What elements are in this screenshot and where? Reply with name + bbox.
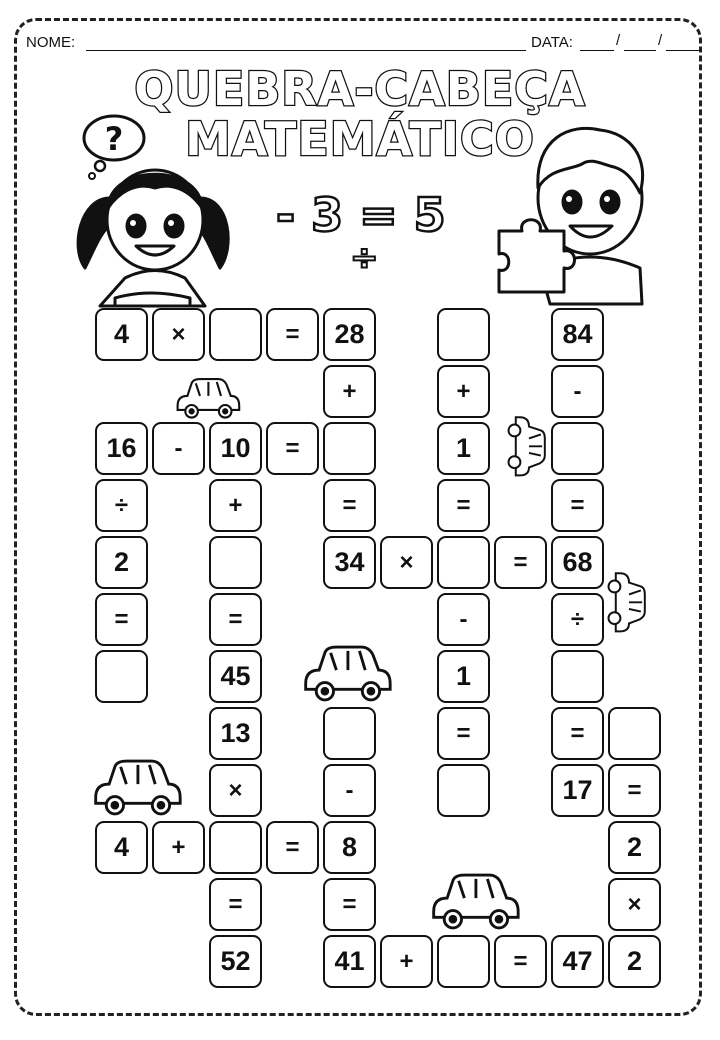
decor-divide: ÷ xyxy=(350,238,379,278)
operator-cell: = xyxy=(266,821,319,874)
number-cell: 45 xyxy=(209,650,262,703)
answer-cell[interactable] xyxy=(437,308,490,361)
operator-cell: = xyxy=(608,764,661,817)
date-label: DATA: xyxy=(531,34,573,51)
number-cell: 1 xyxy=(437,650,490,703)
number-cell: 17 xyxy=(551,764,604,817)
number-cell: 8 xyxy=(323,821,376,874)
number-cell: 68 xyxy=(551,536,604,589)
operator-cell: + xyxy=(380,935,433,988)
operator-cell: ÷ xyxy=(95,479,148,532)
operator-cell: = xyxy=(266,308,319,361)
number-cell: 13 xyxy=(209,707,262,760)
operator-cell: = xyxy=(209,878,262,931)
operator-cell: + xyxy=(152,821,205,874)
number-cell: 10 xyxy=(209,422,262,475)
number-cell: 2 xyxy=(608,821,661,874)
number-cell: 52 xyxy=(209,935,262,988)
operator-cell: - xyxy=(437,593,490,646)
answer-cell[interactable] xyxy=(209,536,262,589)
question-mark: ? xyxy=(104,120,124,158)
page-title-line1: QUEBRA-CABEÇA xyxy=(134,62,586,116)
answer-cell[interactable] xyxy=(437,536,490,589)
number-cell: 34 xyxy=(323,536,376,589)
operator-cell: = xyxy=(494,935,547,988)
operator-cell: = xyxy=(551,707,604,760)
number-cell: 84 xyxy=(551,308,604,361)
operator-cell: = xyxy=(323,479,376,532)
answer-cell[interactable] xyxy=(209,821,262,874)
date-separator: / xyxy=(616,32,621,49)
car-icon xyxy=(172,374,242,422)
number-cell: 4 xyxy=(95,821,148,874)
answer-cell[interactable] xyxy=(608,707,661,760)
number-cell: 1 xyxy=(437,422,490,475)
car-icon xyxy=(298,640,394,706)
car-icon xyxy=(88,754,184,820)
operator-cell: + xyxy=(437,365,490,418)
answer-cell[interactable] xyxy=(209,308,262,361)
puzzle-piece-icon xyxy=(494,206,584,296)
number-cell: 47 xyxy=(551,935,604,988)
operator-cell: + xyxy=(323,365,376,418)
operator-cell: × xyxy=(152,308,205,361)
operator-cell: × xyxy=(380,536,433,589)
answer-cell[interactable] xyxy=(551,650,604,703)
answer-cell[interactable] xyxy=(95,650,148,703)
operator-cell: = xyxy=(494,536,547,589)
operator-cell: ÷ xyxy=(551,593,604,646)
answer-cell[interactable] xyxy=(437,935,490,988)
car-icon xyxy=(602,568,652,634)
number-cell: 28 xyxy=(323,308,376,361)
operator-cell: = xyxy=(323,878,376,931)
operator-cell: = xyxy=(95,593,148,646)
operator-cell: × xyxy=(608,878,661,931)
page-title-line2: MATEMÁTICO xyxy=(185,112,535,166)
answer-cell[interactable] xyxy=(323,707,376,760)
operator-cell: = xyxy=(437,707,490,760)
operator-cell: = xyxy=(209,593,262,646)
operator-cell: - xyxy=(551,365,604,418)
date-separator: / xyxy=(658,32,663,49)
answer-cell[interactable] xyxy=(323,422,376,475)
number-cell: 4 xyxy=(95,308,148,361)
number-cell: 41 xyxy=(323,935,376,988)
date-year-line[interactable] xyxy=(666,50,700,51)
date-day-line[interactable] xyxy=(580,50,614,51)
name-label: NOME: xyxy=(26,34,76,51)
operator-cell: = xyxy=(437,479,490,532)
name-input-line[interactable] xyxy=(86,50,526,51)
answer-cell[interactable] xyxy=(551,422,604,475)
number-cell: 2 xyxy=(608,935,661,988)
operator-cell: = xyxy=(551,479,604,532)
answer-cell[interactable] xyxy=(437,764,490,817)
operator-cell: - xyxy=(323,764,376,817)
girl-icon xyxy=(70,138,235,310)
number-cell: 16 xyxy=(95,422,148,475)
operator-cell: = xyxy=(266,422,319,475)
operator-cell: × xyxy=(209,764,262,817)
date-month-line[interactable] xyxy=(624,50,656,51)
car-icon xyxy=(502,412,552,478)
number-cell: 2 xyxy=(95,536,148,589)
operator-cell: + xyxy=(209,479,262,532)
decor-equation: - 3 = 5 xyxy=(276,188,446,242)
operator-cell: - xyxy=(152,422,205,475)
car-icon xyxy=(426,868,522,934)
